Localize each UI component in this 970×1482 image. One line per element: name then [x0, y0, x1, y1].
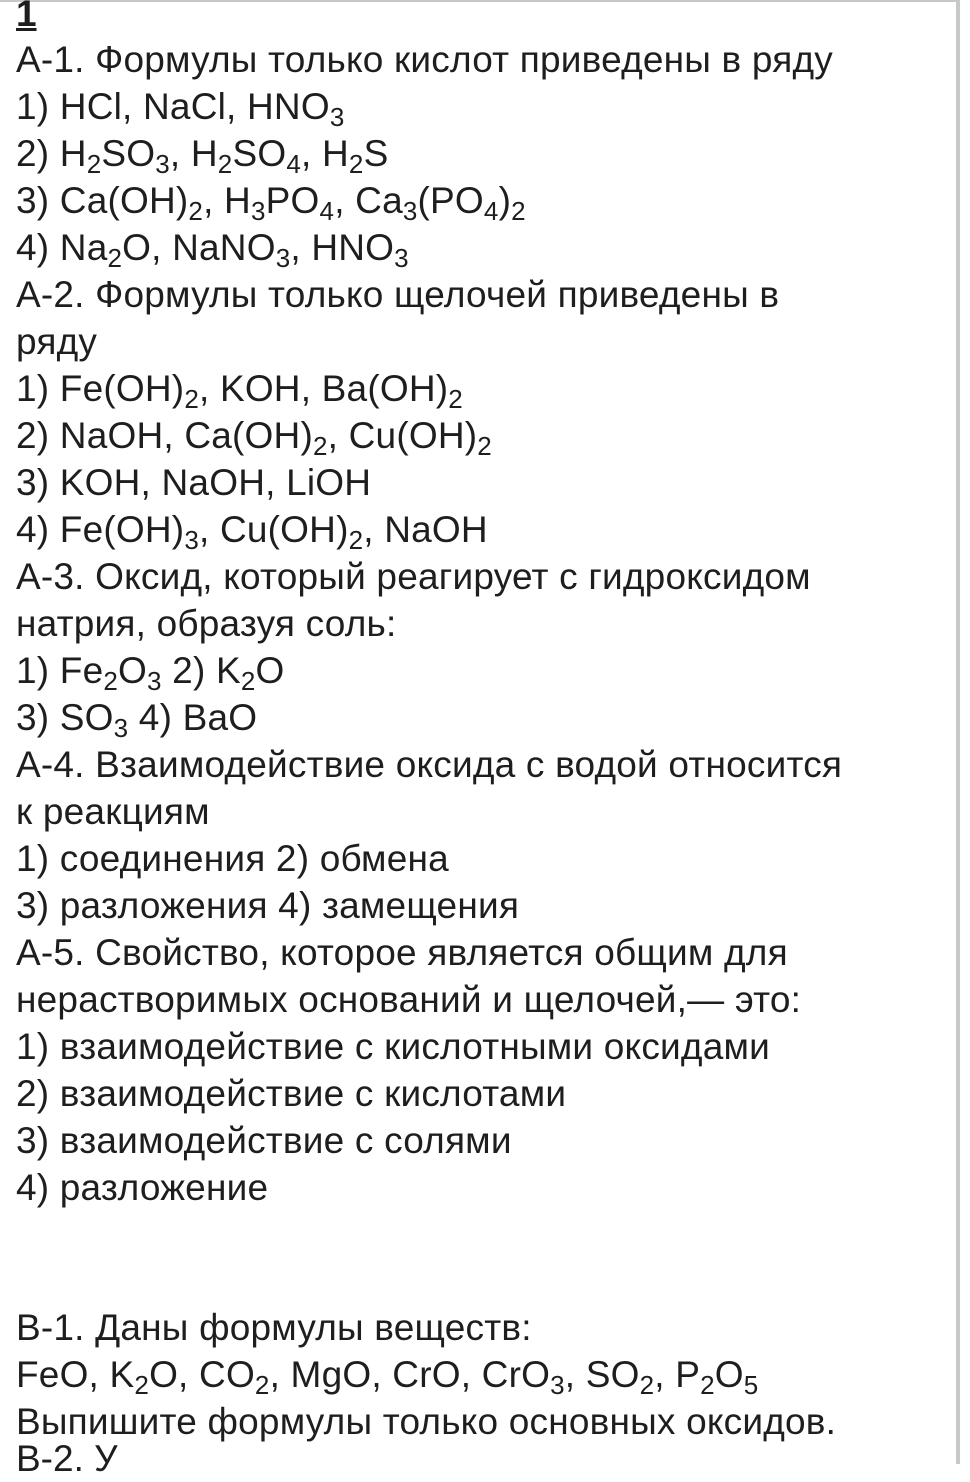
- subscript: 3: [147, 666, 162, 696]
- text-segment: , KOH, Ba(OH): [198, 368, 449, 409]
- text-segment: O, CO: [149, 1354, 255, 1395]
- text-segment: O, NaNO: [122, 227, 276, 268]
- question-line: [16, 1023, 946, 1070]
- text-segment: 2) H: [16, 133, 87, 174]
- question-line: [16, 1117, 946, 1164]
- text-segment: O: [118, 650, 148, 691]
- question-line: [16, 83, 946, 130]
- text-segment: , NaOH: [363, 509, 488, 550]
- question-line: [16, 412, 946, 459]
- question-line: [16, 177, 946, 224]
- text-segment: ряду: [16, 321, 98, 362]
- subscript: 3: [250, 196, 266, 226]
- question-text: [16, 271, 946, 318]
- text-segment: , Cu(OH): [198, 509, 349, 550]
- text-segment: 3) SO: [16, 697, 114, 738]
- text-segment: , H: [301, 133, 349, 174]
- subscript: 2: [134, 1370, 150, 1400]
- text-segment: , Ca: [334, 180, 403, 221]
- text-segment: (PO: [417, 180, 484, 221]
- text-segment: А-3. Оксид, который реагирует с гидроксидом: [16, 556, 811, 597]
- subscript: 4: [319, 196, 335, 226]
- question-line: [16, 318, 946, 365]
- text-segment: 3) взаимодействие с солями: [16, 1120, 512, 1161]
- text-segment: нерастворимых оснований и щелочей,— это:: [16, 979, 802, 1020]
- subscript: 2: [107, 243, 123, 273]
- a-question-5: [16, 929, 946, 1211]
- question-line: [16, 882, 946, 929]
- question-line: [16, 600, 946, 647]
- part-b-questions: [16, 1304, 946, 1445]
- text-segment: 4) Fe(OH): [16, 509, 185, 550]
- question-line: [16, 1164, 946, 1211]
- text-segment: , P: [654, 1354, 701, 1395]
- subscript: 5: [743, 1370, 759, 1400]
- question-line: [16, 224, 946, 271]
- subscript: 2: [312, 431, 328, 461]
- question-line: [16, 835, 946, 882]
- text-segment: , MgO, CrO, CrO: [269, 1354, 551, 1395]
- subscript: 3: [329, 102, 345, 132]
- subscript: 3: [275, 243, 291, 273]
- question-line: [16, 694, 946, 741]
- question-line: [16, 459, 946, 506]
- text-segment: А-4. Взаимодействие оксида с водой относится: [16, 744, 843, 785]
- text-segment: А-1. Формулы только кислот приведены в ряду: [16, 39, 833, 80]
- question-text: [16, 1304, 946, 1351]
- question-line: [16, 976, 946, 1023]
- subscript: 2: [103, 666, 119, 696]
- question-text: [16, 741, 946, 788]
- text-segment: FeO, K: [16, 1354, 135, 1395]
- subscript: 3: [550, 1370, 565, 1400]
- text-segment: 4) разложение: [16, 1167, 269, 1208]
- subscript: 2: [184, 384, 199, 414]
- text-segment: 3) KOH, NaOH, LiOH: [16, 462, 372, 503]
- text-segment: 1) Fe: [16, 650, 104, 691]
- text-segment: 4) Na: [16, 227, 108, 268]
- text-segment: S: [363, 133, 389, 174]
- question-line: [16, 506, 946, 553]
- text-segment: , HNO: [290, 227, 395, 268]
- text-segment: 3) разложения 4) замещения: [16, 885, 520, 926]
- subscript: 2: [240, 666, 256, 696]
- text-segment: 3) Ca(OH): [16, 180, 189, 221]
- text-segment: SO: [101, 133, 156, 174]
- text-segment: , SO: [564, 1354, 640, 1395]
- text-segment: ): [498, 180, 512, 221]
- text-segment: , Cu(OH): [327, 415, 478, 456]
- page-number: 1: [16, 0, 37, 34]
- section-gap: [16, 1211, 946, 1304]
- subscript: 2: [86, 149, 102, 179]
- question-text: [16, 929, 946, 976]
- a-question-2: [16, 271, 946, 553]
- subscript: 2: [511, 196, 526, 226]
- text-segment: 4) BaO: [128, 697, 258, 738]
- text-segment: А-2. Формулы только щелочей приведены в: [16, 274, 780, 315]
- subscript: 3: [155, 149, 170, 179]
- subscript: 2: [217, 149, 233, 179]
- subscript: 2: [348, 149, 364, 179]
- text-segment: , H: [203, 180, 251, 221]
- question-text: [16, 553, 946, 600]
- text-segment: А-5. Свойство, которое является общим для: [16, 932, 788, 973]
- subscript: 2: [254, 1370, 270, 1400]
- question-text: [16, 36, 946, 83]
- subscript: 3: [394, 243, 409, 273]
- text-segment: 2) взаимодействие с кислотами: [16, 1073, 567, 1114]
- subscript: 2: [188, 196, 204, 226]
- subscript: 4: [483, 196, 499, 226]
- text-segment: 2) NaOH, Ca(OH): [16, 415, 313, 456]
- subscript: 2: [448, 384, 463, 414]
- text-segment: Выпишите формулы только основных оксидов.: [16, 1401, 837, 1442]
- subscript: 3: [184, 525, 199, 555]
- text-segment: O: [255, 650, 285, 691]
- question-line: [16, 1398, 946, 1445]
- question-line: [16, 1351, 946, 1398]
- text-segment: PO: [265, 180, 320, 221]
- a-question-3: [16, 553, 946, 741]
- text-segment: В-1. Даны формулы веществ:: [16, 1307, 532, 1348]
- subscript: 2: [348, 525, 364, 555]
- question-line: [16, 647, 946, 694]
- text-segment: SO: [232, 133, 287, 174]
- text-segment: 1) соединения 2) обмена: [16, 838, 449, 879]
- subscript: 2: [700, 1370, 715, 1400]
- text-segment: 1) Fe(OH): [16, 368, 185, 409]
- part-a-questions: [16, 36, 946, 1211]
- subscript: 3: [113, 713, 129, 743]
- a-question-1: [16, 36, 946, 271]
- text-segment: , H: [169, 133, 218, 174]
- cut-off-line: В-2. У: [16, 1438, 118, 1479]
- subscript: 2: [639, 1370, 655, 1400]
- text-segment: 2) K: [161, 650, 241, 691]
- b-question-1: [16, 1304, 946, 1445]
- text-segment: O: [714, 1354, 744, 1395]
- document-content: [16, 0, 946, 1482]
- text-segment: к реакциям: [16, 791, 210, 832]
- question-line: [16, 365, 946, 412]
- subscript: 2: [477, 431, 492, 461]
- question-line: [16, 788, 946, 835]
- text-segment: 1) HCl, NaCl, HNO: [16, 86, 330, 127]
- text-segment: 1) взаимодействие с кислотными оксидами: [16, 1026, 770, 1067]
- question-line: [16, 1070, 946, 1117]
- text-segment: натрия, образуя соль:: [16, 603, 397, 644]
- subscript: 3: [402, 196, 418, 226]
- subscript: 4: [286, 149, 301, 179]
- question-line: [16, 130, 946, 177]
- a-question-4: [16, 741, 946, 929]
